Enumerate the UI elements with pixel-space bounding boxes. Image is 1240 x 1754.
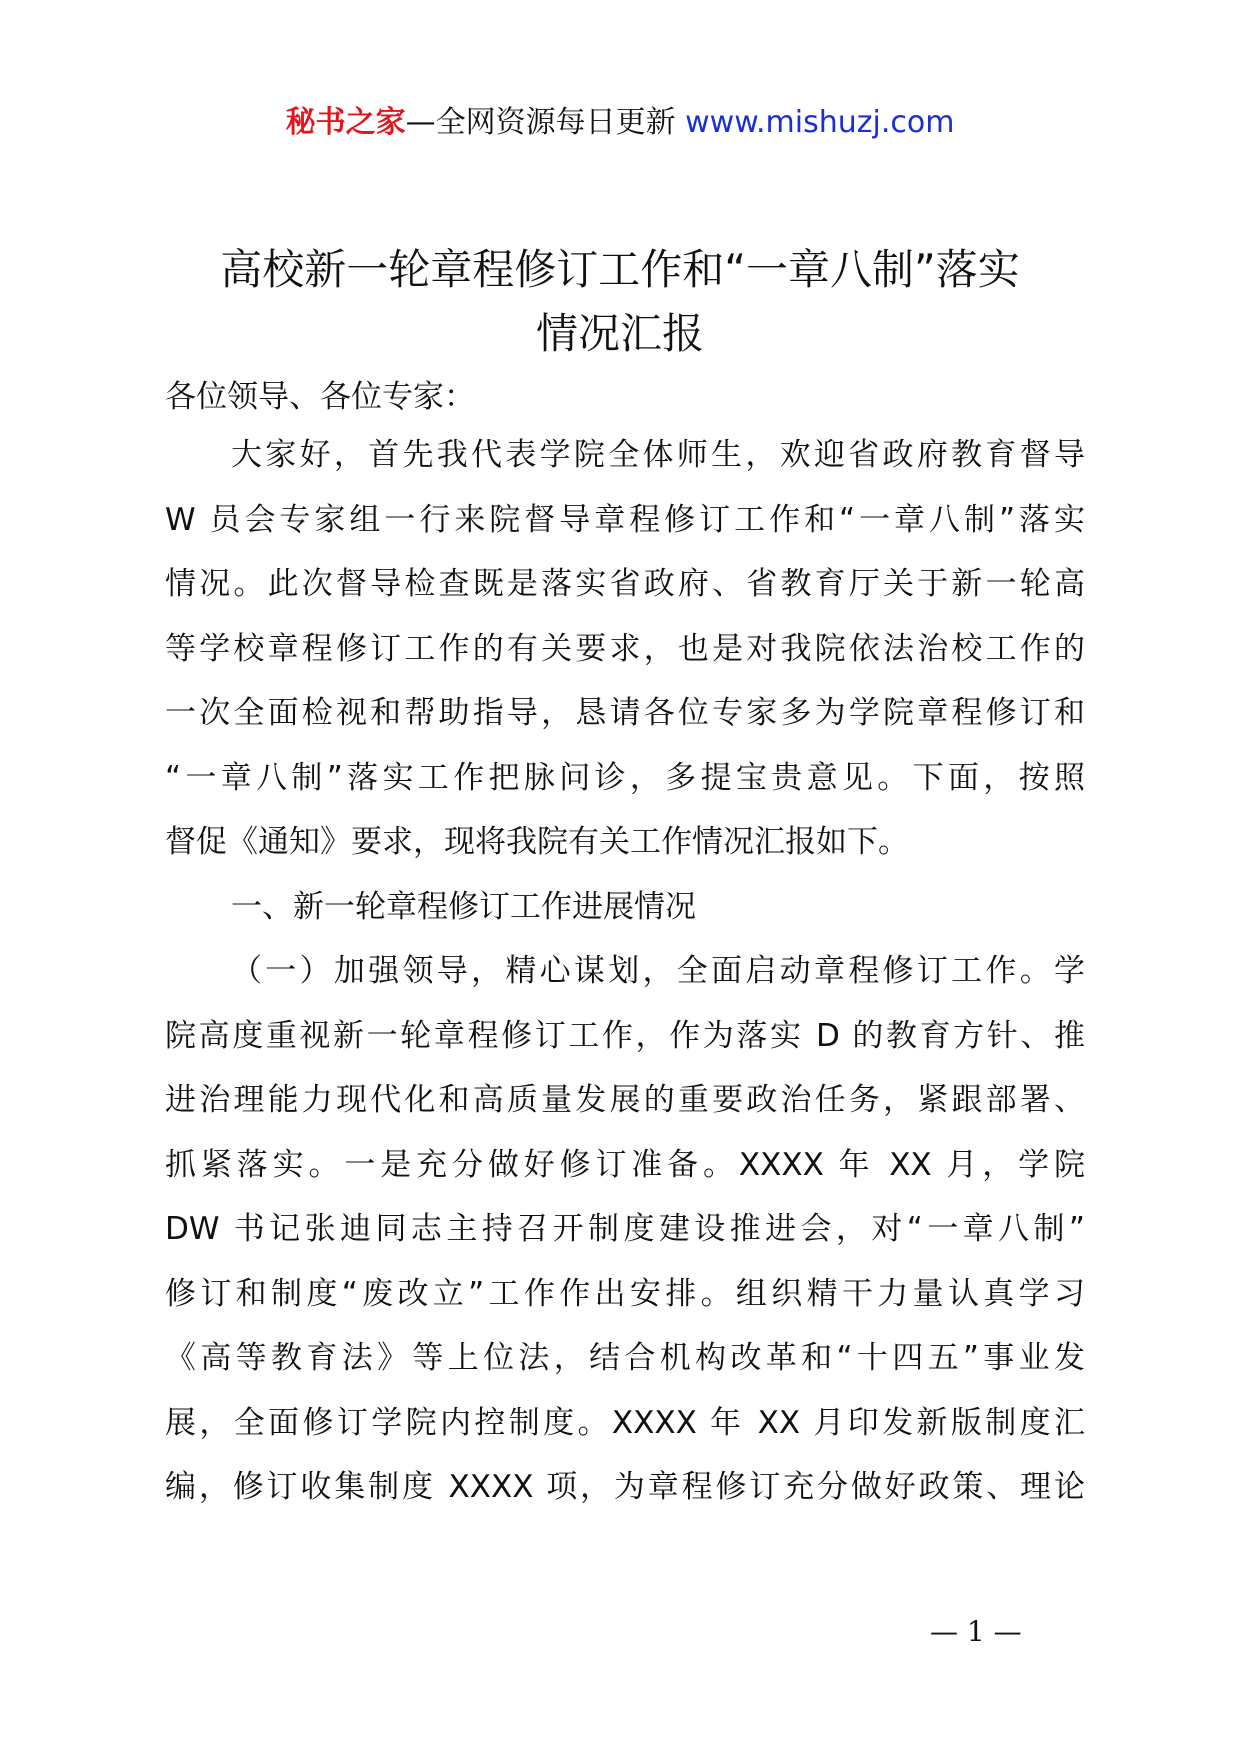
body-line: （一）加强领导，精心谋划，全面启动章程修订工作。学 (231, 953, 1085, 989)
body-line: 《高等教育法》等上位法，结合机构改革和“十四五”事业发 (165, 1340, 1085, 1376)
document-title (150, 238, 1090, 366)
body-line: 抓紧落实。一是充分做好修订准备。XXXX 年 XX 月，学院 (165, 1146, 1085, 1183)
body-line: 展，全面修订学院内控制度。XXXX 年 XX 月印发新版制度汇 (165, 1404, 1085, 1441)
body-line: 大家好，首先我代表学院全体师生，欢迎省政府教育督导 (231, 437, 1085, 473)
body-line: 等学校章程修订工作的有关要求，也是对我院依法治校工作的 (165, 630, 1085, 667)
body-line: 进治理能力现代化和高质量发展的重要政治任务，紧跟部署、 (165, 1082, 1085, 1118)
salutation: 各位领导、各位专家： (165, 379, 475, 415)
body-line: 一次全面检视和帮助指导，恳请各位专家多为学院章程修订和 (165, 695, 1085, 731)
body-line: DW 书记张迪同志主持召开制度建设推进会，对“一章八制” (165, 1211, 1085, 1247)
body-line: 督促《通知》要求，现将我院有关工作情况汇报如下。 (165, 824, 909, 860)
body-line: 情况。此次督导检查既是落实省政府、省教育厅关于新一轮高 (165, 566, 1085, 602)
site-banner (0, 100, 1240, 146)
page-number: — 1 — (930, 1615, 1022, 1648)
body-line: 院高度重视新一轮章程修订工作，作为落实 D 的教育方针、推 (165, 1017, 1085, 1054)
site-url[interactable]: www.mishuzj.com (685, 105, 955, 140)
document-body (165, 432, 1085, 1529)
section-heading: 一、新一轮章程修订工作进展情况 (231, 888, 696, 925)
body-line: 修订和制度“废改立”工作作出安排。组织精干力量认真学习 (165, 1275, 1085, 1312)
body-line: “一章八制”落实工作把脉问诊，多提宝贵意见。下面，按照 (165, 759, 1085, 796)
title-line-1: 高校新一轮章程修订工作和“一章八制”落实 (220, 245, 1020, 294)
body-line: W 员会专家组一行来院督导章程修订工作和“一章八制”落实 (165, 501, 1085, 538)
body-line: 编，修订收集制度 XXXX 项，为章程修订充分做好政策、理论 (165, 1469, 1085, 1505)
site-tagline: —全网资源每日更新 (405, 105, 676, 140)
site-brand: 秘书之家 (285, 105, 406, 140)
title-line-2: 情况汇报 (535, 309, 704, 358)
